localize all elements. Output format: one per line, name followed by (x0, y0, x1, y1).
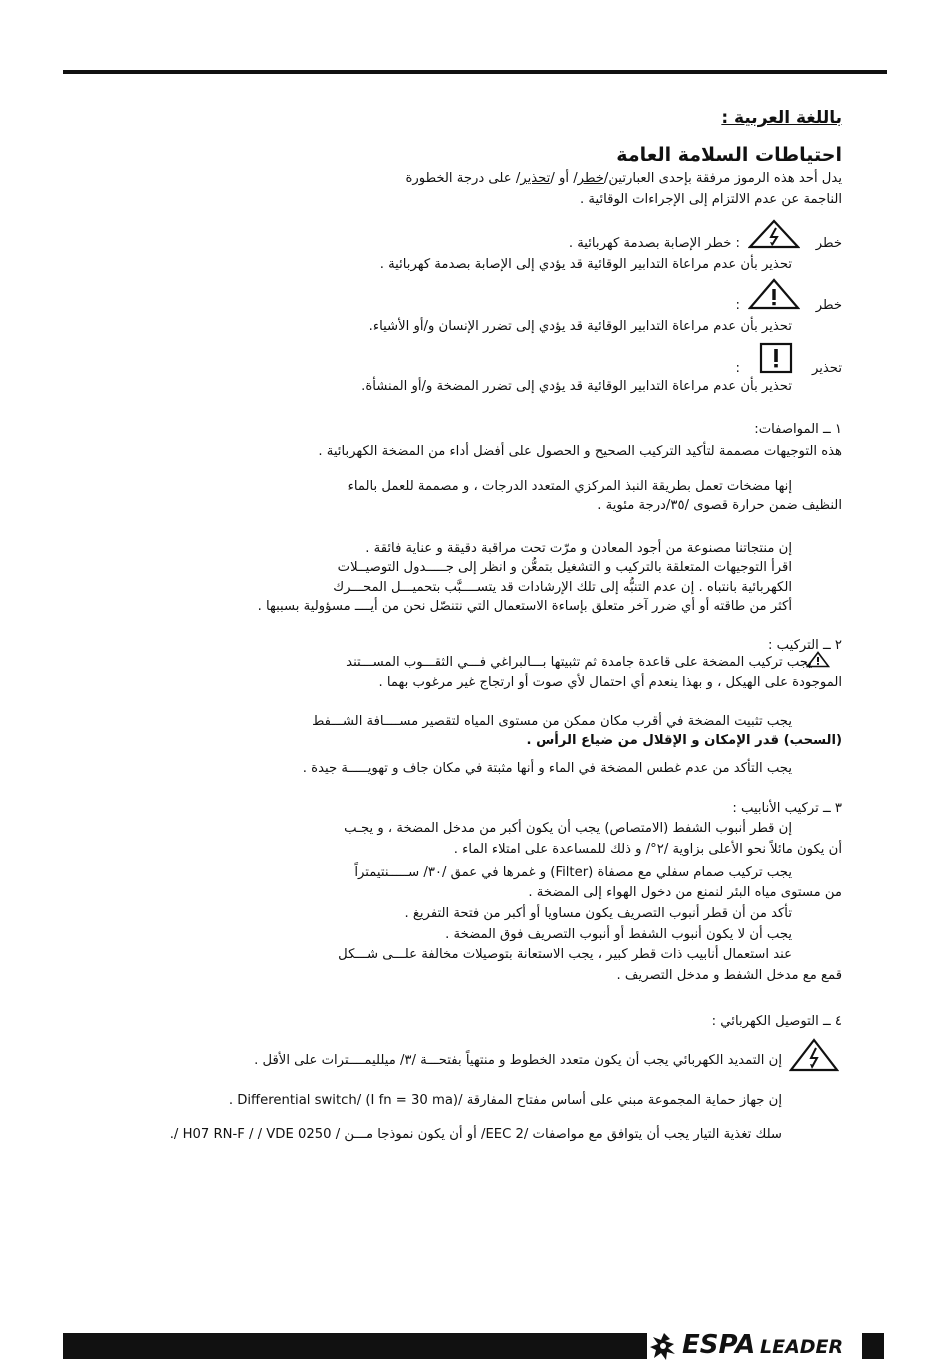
section2-line: (السحب) قدر الإمكان و الإقلال من ضياع الرأس . (526, 733, 842, 748)
section1-line: النظيف ضمن حرارة قصوى /٣٥/درجة مئوية . (597, 498, 842, 513)
section1-line: إن منتجاتنا مصنوعة من أجود المعادن و مرّت تحت مراقبة دقيقة و عناية فائقة . (365, 541, 792, 556)
intro-line-2: الناجمة عن عدم الالتزام إلى الإجراءات الوقائية . (580, 192, 842, 207)
intro-line-1 (405, 170, 842, 188)
section4-heading: ٤ ــ التوصيل الكهربائي : (711, 1014, 842, 1029)
section3-line: إن قطر أنبوب الشفط (الامتصاص) يجب أن يكون أكبر من مدخل المضخة ، و يجـب (344, 821, 792, 836)
section1-line: الكهربائية بانتباه . إن عدم التنبُّه إلى تلك الإرشادات قد يتســــبَّب بتحميـــل المحـــرك (333, 580, 792, 595)
word-danger: خطر (577, 171, 604, 186)
symbol-caution-title: : (735, 361, 740, 376)
espa-logo-icon (648, 1330, 680, 1362)
symbol-electric-title: : خطر الإصابة بصدمة كهربائية . (568, 236, 740, 251)
language-heading: باللغة العربية : (721, 108, 842, 128)
section2-heading: ٢ ــ التركيب : (768, 638, 842, 653)
section3-line: قمع مع مدخل الشفط و مدخل التصريف . (616, 968, 842, 983)
warning-triangle-icon (748, 278, 800, 310)
espa-logo (648, 1328, 862, 1364)
word-warning: تحذير (520, 171, 551, 186)
footer-bar (63, 1333, 647, 1359)
symbol-electric-desc: تحذير بأن عدم مراعاة التدابير الوقائية قد يؤدي إلى الإصابة بصدمة كهربائية . (379, 257, 792, 272)
section2-line: يجب التأكد من عدم غطس المضخة في الماء و أنها مثبتة في مكان جاف و تهويـــــة جيدة . (302, 761, 792, 776)
brand-name: ESPA (682, 1330, 756, 1360)
section3-line: أن يكون مائلاً نحو الأعلى بزاوية /٢°/ و ذلك للمساعدة على امتلاء الماء . (453, 842, 842, 857)
section3-line: يجب تركيب صمام سفلي مع مصفاة (Filter) و غمرها في عمق /٣٠/ ســـــنتيمتراً (354, 865, 792, 880)
symbol-general-desc: تحذير بأن عدم مراعاة التدابير الوقائية قد يؤدي إلى تضرر الإنسان و/أو الأشياء. (368, 319, 792, 334)
section2-line: يجب تثبيت المضخة في أقرب مكان ممكن من مستوى المياه لتقصير مســــافة الشـــفط (312, 714, 792, 729)
symbol-caution-label: تحذير (811, 361, 842, 376)
section4-line: إن التمديد الكهربائي يجب أن يكون متعدد الخطوط و منتهياً بفتحـــة /٣/ ميلليمــــترات على الأقل . (254, 1053, 782, 1068)
page-title: احتياطات السلامة العامة (616, 144, 842, 166)
section1-line: أكثر من طاقته أو أي ضرر آخر متعلق بإساءة الاستعمال التي نتنصّل نحن من أيــــ مسؤولية بسببها . (257, 599, 792, 614)
section3-line: يجب أن لا يكون أنبوب الشفط أو أنبوب التصريف فوق المضخة . (445, 927, 792, 942)
section1-line: هذه التوجيهات مصممة لتأكيد التركيب الصحيح و الحصول على أفضل أداء من المضخة الكهربائية . (318, 444, 842, 459)
electric-hazard-icon (748, 219, 800, 249)
section2-line: الموجودة على الهيكل ، و بهذا ينعدم أي احتمال لأي صوت أو ارتجاج غير مرغوب بهما . (378, 675, 842, 690)
intro-text-c: / على درجة الخطورة (405, 171, 521, 186)
caution-box-icon (759, 342, 793, 374)
section3-heading: ٣ ــ تركيب الأنابيب : (732, 801, 842, 816)
intro-text-b: / أو / (550, 171, 578, 186)
symbol-general-label: خطر (815, 298, 842, 313)
section2-line: يجب تركيب المضخة على قاعدة جامدة ثم تثبيتها بـــالبراغي فـــي الثقـــوب المســـتند (346, 655, 812, 670)
intro-text-a: يدل أحد هذه الرموز مرفقة بإحدى العبارتين/ (603, 171, 842, 186)
electric-hazard-icon (789, 1038, 839, 1072)
section3-line: عند استعمال أنابيب ذات قطر كبير ، يجب الاستعانة بتوصيلات مخالفة علـــى شـــكل (338, 947, 792, 962)
section4-line: إن جهاز حماية المجموعة مبني على أساس مفتاح المفارقة /Differential switch/ (I fn = 30 ma) . (228, 1093, 782, 1108)
symbol-general-title: : (735, 298, 740, 313)
section1-line: اقرأ التوجيهات المتعلقة بالتركيب و التشغيل بتمعُّن و انظر إلى جـــــدول التوصيــلات (337, 560, 792, 575)
section1-line: إنها مضخات تعمل بطريقة النبذ المركزي المتعدد الدرجات ، و مصممة للعمل بالماء (347, 479, 792, 494)
section3-line: تأكد من أن قطر أنبوب التصريف يكون مساويا أو أكبر من فتحة التفريغ . (404, 906, 792, 921)
top-rule (63, 70, 887, 74)
section4-line: سلك تغذية التيار يجب أن يتوافق مع مواصفات /EEC 2/ أو أن يكون نموذجا مـــن / H07 RN-F / / VDE 0250 /. (169, 1127, 782, 1142)
section3-line: من مستوى مياه البئر لنمنع من دخول الهواء إلى المضخة . (528, 885, 842, 900)
symbol-electric-label: خطر (815, 236, 842, 251)
symbol-caution-desc: تحذير بأن عدم مراعاة التدابير الوقائية قد يؤدي إلى تضرر المضخة و/أو المنشأة. (361, 379, 792, 394)
brand-suffix: LEADER (760, 1336, 844, 1358)
section1-heading: ١ ــ المواصفات: (754, 422, 842, 437)
footer-bar-end (862, 1333, 884, 1359)
